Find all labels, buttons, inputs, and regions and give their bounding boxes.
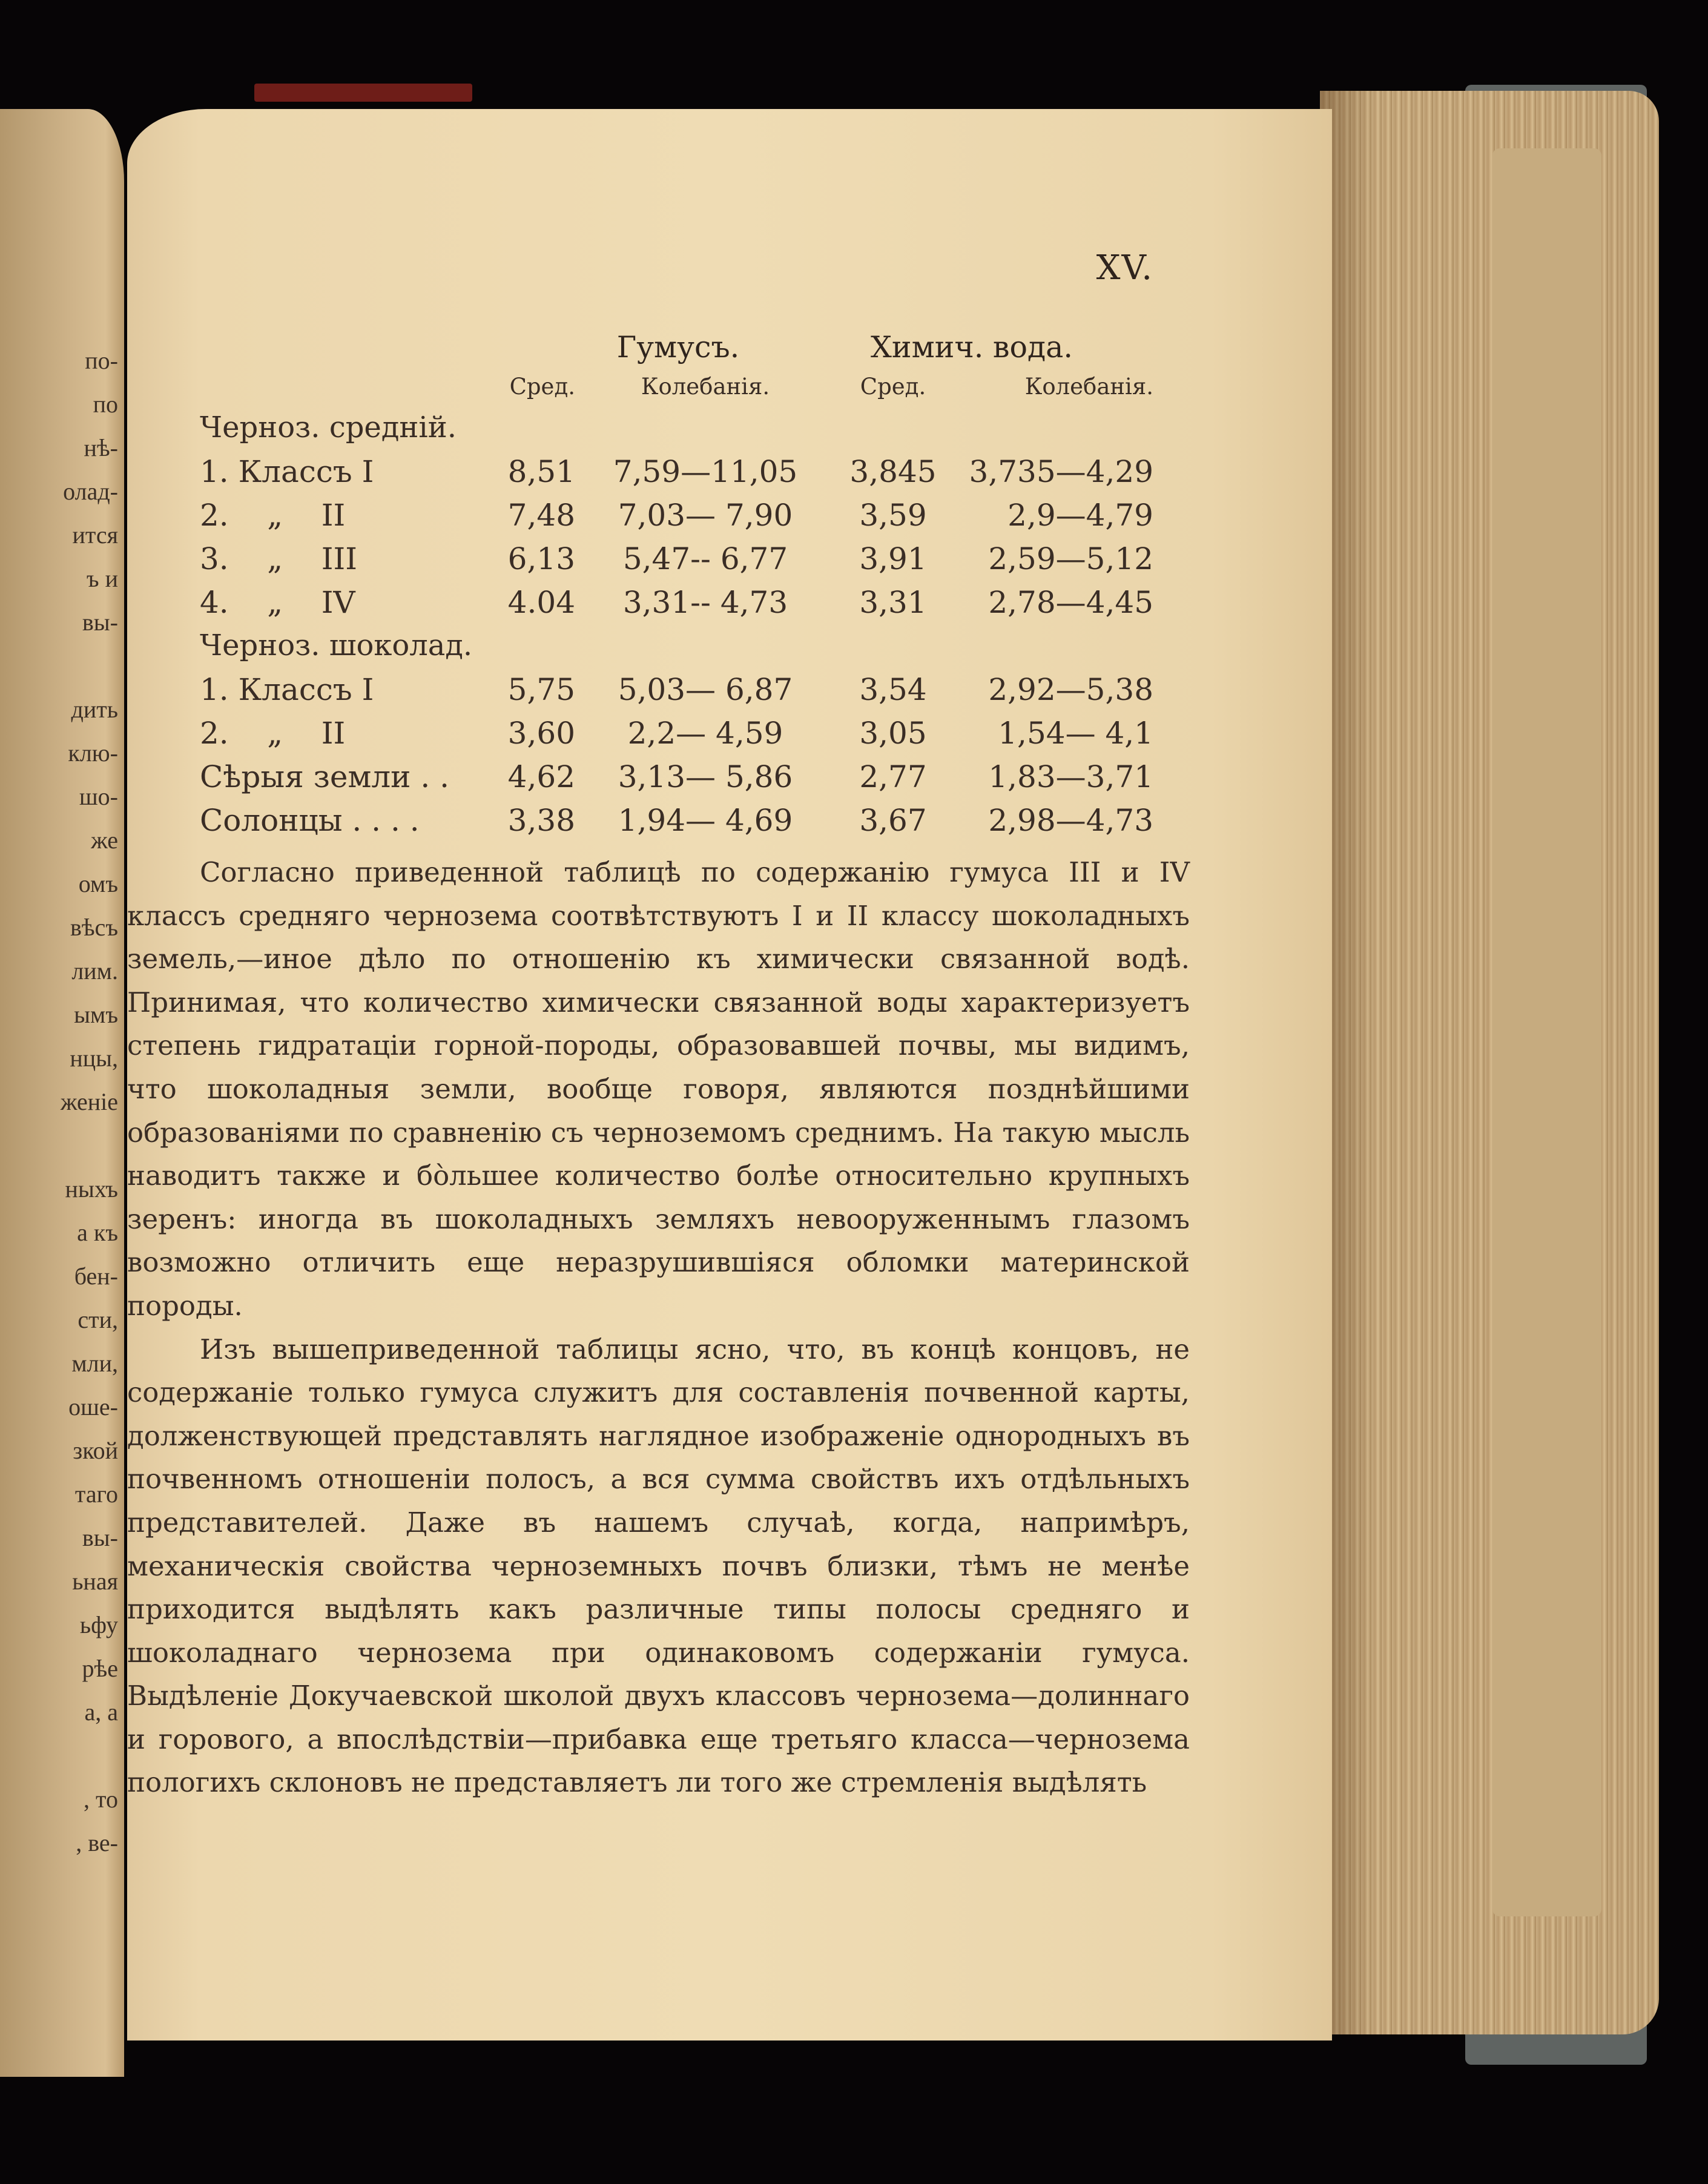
humus-range: 3,13— 5,86 bbox=[618, 759, 793, 794]
inserted-bookmark bbox=[1492, 148, 1601, 1916]
facing-page-line: ымъ bbox=[74, 1001, 118, 1028]
facing-page-line bbox=[0, 644, 118, 688]
row-label: 2. „ II bbox=[200, 498, 346, 533]
group-title: Черноз. средній. bbox=[200, 411, 457, 444]
table-row bbox=[127, 454, 1332, 498]
humus-header: Гумусъ. bbox=[616, 330, 740, 365]
humus-avg: 5,75 bbox=[507, 672, 575, 707]
facing-page-line: ьфу bbox=[79, 1611, 118, 1638]
humus-avg: 4,62 bbox=[507, 759, 575, 794]
facing-page-line: а къ bbox=[77, 1219, 118, 1246]
water-range: 2,59—5,12 bbox=[988, 541, 1153, 576]
book-ribbon bbox=[254, 84, 472, 102]
facing-page-line: ится bbox=[72, 521, 118, 549]
row-label: Сѣрыя земли . . bbox=[200, 759, 450, 794]
facing-page-line: вы- bbox=[82, 1524, 118, 1551]
humus-range: 7,03— 7,90 bbox=[618, 498, 793, 533]
humus-avg: 3,38 bbox=[507, 803, 575, 838]
humus-range: 7,59—11,05 bbox=[613, 454, 798, 489]
facing-page-line: а, а bbox=[84, 1698, 118, 1726]
table-row bbox=[127, 759, 1332, 803]
page-number: XV. bbox=[1096, 248, 1153, 288]
water-avg: 3,31 bbox=[859, 585, 927, 620]
table-row bbox=[127, 803, 1332, 846]
facing-page-line: омъ bbox=[78, 870, 118, 897]
water-avg: 2,77 bbox=[859, 759, 927, 794]
water-range: 2,98—4,73 bbox=[988, 803, 1153, 838]
row-label: 1. Классъ I bbox=[200, 454, 374, 489]
book-page bbox=[127, 109, 1332, 2040]
water-header: Химич. вода. bbox=[871, 330, 1073, 365]
water-range: 1,83—3,71 bbox=[988, 759, 1153, 794]
paragraph: Изъ вышеприведенной таблицы ясно, что, въ концѣ концовъ, не содержаніе только гумуса служитъ для составленія почвенной карты, долженствующей представлять наглядное изображеніе однородныхъ въ почвенномъ отношеніи полосъ, а вся сумма свойствъ ихъ отдѣльныхъ представителей. Даже въ нашемъ случаѣ, когда, напримѣръ, механическія свойства черноземныхъ почвъ близки, тѣмъ не менѣе приходится выдѣлять какъ различные типы полосы средняго и шоколаднаго чернозема при одинаковомъ содержаніи гумуса. Выдѣленіе Докучаевской школой двухъ классовъ чернозема—долиннаго и горового, а впослѣдствіи—прибавка еще третьяго класса—чернозема пологихъ склоновъ не представляетъ ли того же стремленія выдѣлять bbox=[127, 1333, 1190, 1799]
facing-page-line: сти, bbox=[77, 1306, 118, 1333]
facing-page-line: дить bbox=[71, 696, 118, 723]
subheader-water-avg: Сред. bbox=[860, 374, 926, 400]
humus-avg: 8,51 bbox=[507, 454, 575, 489]
group-title: Черноз. шоколад. bbox=[200, 628, 473, 662]
water-range: 2,78—4,45 bbox=[988, 585, 1153, 620]
water-avg: 3,91 bbox=[859, 541, 927, 576]
facing-page-line: оше- bbox=[68, 1393, 118, 1420]
water-range: 3,735—4,29 bbox=[969, 454, 1153, 489]
water-avg: 3,54 bbox=[859, 672, 927, 707]
table-row bbox=[127, 672, 1332, 716]
facing-page-line: олад- bbox=[63, 478, 118, 505]
facing-page-line: вѣсъ bbox=[70, 914, 118, 941]
subheader-humus-range: Колебанія. bbox=[641, 374, 770, 400]
facing-page-line: , ве- bbox=[76, 1829, 118, 1856]
humus-range: 5,47-- 6,77 bbox=[622, 541, 788, 576]
facing-page-text bbox=[0, 339, 118, 1865]
row-label: 4. „ IV bbox=[200, 585, 355, 620]
humus-avg: 4.04 bbox=[507, 585, 575, 620]
facing-page-line: женіе bbox=[60, 1088, 118, 1115]
facing-page-line: таго bbox=[74, 1480, 118, 1508]
subheader-water-range: Колебанія. bbox=[1024, 374, 1153, 400]
humus-avg: 6,13 bbox=[507, 541, 575, 576]
water-avg: 3,05 bbox=[859, 716, 927, 751]
subheader-humus-avg: Сред. bbox=[509, 374, 575, 400]
facing-page-line: , то bbox=[84, 1786, 118, 1813]
facing-page-line: рѣе bbox=[82, 1655, 118, 1682]
facing-page-line: вы- bbox=[82, 609, 118, 636]
facing-page-line: лим. bbox=[71, 957, 118, 985]
body-text bbox=[127, 851, 1190, 1804]
water-range: 1,54— 4,1 bbox=[998, 716, 1153, 751]
row-label: 3. „ III bbox=[200, 541, 358, 576]
table-row bbox=[127, 585, 1332, 628]
facing-page-line: нцы, bbox=[70, 1044, 118, 1072]
humus-avg: 3,60 bbox=[507, 716, 575, 751]
water-avg: 3,67 bbox=[859, 803, 927, 838]
row-label: Солонцы . . . . bbox=[200, 803, 420, 838]
humus-range: 3,31-- 4,73 bbox=[622, 585, 788, 620]
humus-range: 2,2— 4,59 bbox=[627, 716, 783, 751]
facing-page-line: бен- bbox=[74, 1262, 118, 1290]
facing-page-line: по- bbox=[85, 347, 118, 374]
table-row bbox=[127, 498, 1332, 541]
facing-page-line bbox=[0, 1124, 118, 1167]
facing-page-line: мли, bbox=[71, 1350, 118, 1377]
water-range: 2,92—5,38 bbox=[988, 672, 1153, 707]
facing-page-line: нѣ- bbox=[84, 434, 118, 461]
row-label: 2. „ II bbox=[200, 716, 346, 751]
facing-page-line: же bbox=[91, 826, 118, 854]
facing-page-fragment bbox=[0, 109, 124, 2077]
facing-page-line: ьная bbox=[72, 1568, 118, 1595]
facing-page-line bbox=[0, 1734, 118, 1778]
facing-page-line: ныхъ bbox=[65, 1175, 118, 1203]
table-row bbox=[127, 716, 1332, 759]
facing-page-line: клю- bbox=[68, 739, 118, 767]
water-avg: 3,59 bbox=[859, 498, 927, 533]
row-label: 1. Классъ I bbox=[200, 672, 374, 707]
water-range: 2,9—4,79 bbox=[1007, 498, 1153, 533]
humus-avg: 7,48 bbox=[507, 498, 575, 533]
table-row bbox=[127, 541, 1332, 585]
facing-page-line: ъ и bbox=[86, 565, 118, 592]
water-avg: 3,845 bbox=[849, 454, 937, 489]
facing-page-line: по bbox=[93, 391, 118, 418]
facing-page-line: зкой bbox=[73, 1437, 118, 1464]
humus-range: 1,94— 4,69 bbox=[618, 803, 793, 838]
facing-page-line: шо- bbox=[79, 783, 118, 810]
paragraph: Согласно приведенной таблицѣ по содержанію гумуса III и IV классъ средняго чернозема соотвѣтствуютъ I и II классу шоколадныхъ земель,—иное дѣло по отношенію къ химически связанной водѣ. Принимая, что количество химически связанной воды характеризуетъ степень гидратаціи горной-породы, образовавшей почвы, мы видимъ, что шоколадныя земли, вообще говоря, являются позднѣйшими образованіями по сравненію съ черноземомъ среднимъ. На такую мысль наводитъ также и бо̀льшее количество болѣе относительно крупныхъ зеренъ: иногда въ шоколадныхъ земляхъ невооруженнымъ глазомъ возможно отличить еще неразрушившіяся обломки материнской породы. bbox=[127, 856, 1190, 1322]
humus-range: 5,03— 6,87 bbox=[618, 672, 793, 707]
